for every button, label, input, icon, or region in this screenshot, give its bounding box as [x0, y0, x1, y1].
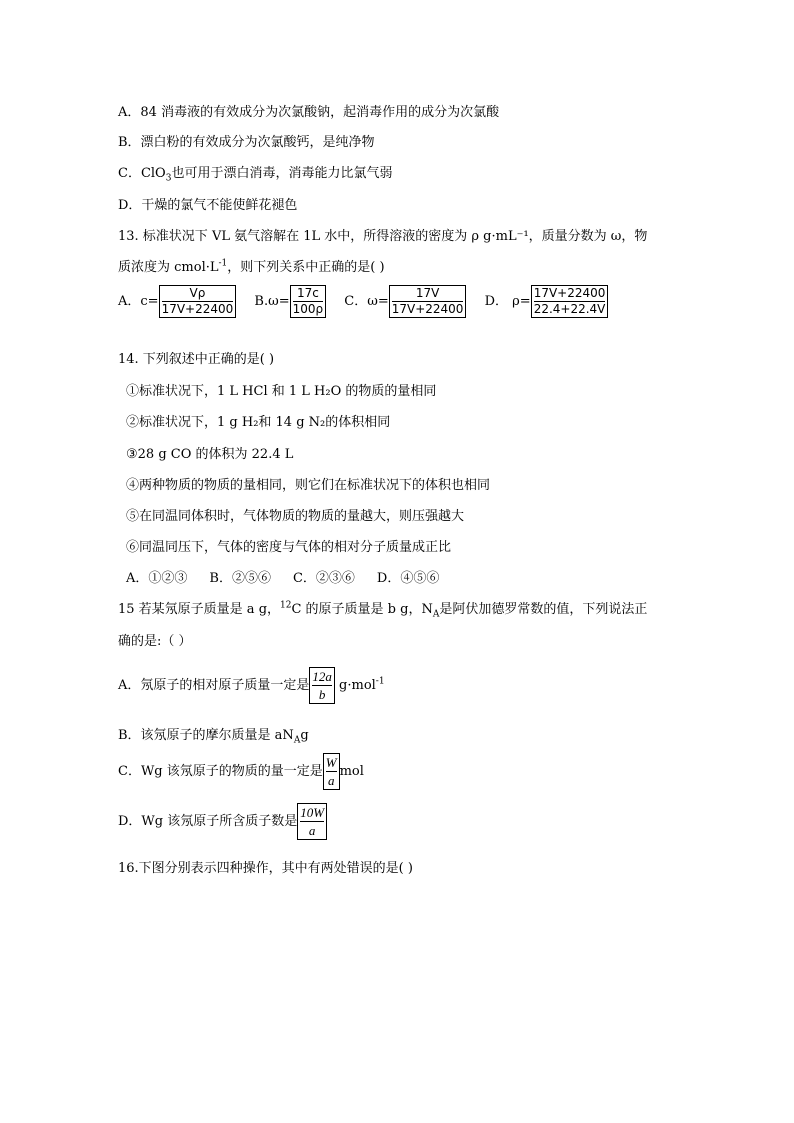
q14-statement-4: ④两种物质的物质的量相同，则它们在标准状况下的体积也相同 — [126, 478, 491, 493]
q13-d-label: D． ρ= — [484, 294, 531, 309]
q14-option-b: B．②⑤⑥ — [209, 571, 271, 586]
q12-c-post: 也可用于漂白消毒，消毒能力比氯气弱 — [171, 166, 393, 181]
q14-statement-2: ②标准状况下，1 g H₂和 14 g N₂的体积相同 — [126, 415, 391, 430]
q13-b-label: B.ω= — [254, 294, 290, 309]
q15-line1-sub: A — [432, 609, 440, 620]
q13-d-num: 17V+22400 — [533, 286, 606, 300]
q13-c-den: 17V+22400 — [391, 302, 464, 316]
q13-option-a — [118, 285, 236, 319]
q15-a-fraction — [309, 667, 335, 704]
q13-stem-line2 — [118, 259, 385, 277]
q14-statement-5: ⑤在同温同体积时，气体物质的物质的量越大，则压强越大 — [126, 509, 465, 524]
q15-line1-post: 是阿伏加德罗常数的值，下列说法正 — [439, 602, 648, 617]
q13-c-num: 17V — [392, 286, 464, 302]
q13-option-c — [344, 285, 466, 319]
q13-line2-pre: 质浓度为 cmol·L — [118, 260, 219, 275]
q13-option-d — [485, 285, 609, 319]
q12-c-sub: 3 — [165, 173, 172, 184]
q15-b-post: g — [300, 728, 309, 743]
q15-option-a — [118, 664, 385, 708]
q12-option-b: B．漂白粉的有效成分为次氯酸钙，是纯净物 — [118, 135, 375, 150]
q13-b-den: 100ρ — [292, 302, 324, 316]
q13-c-fraction — [389, 285, 467, 318]
q13-d-den: 22.4+22.4V — [533, 302, 606, 316]
q15-b-pre: B．该氖原子的摩尔质量是 aN — [118, 728, 294, 743]
q15-a-pre: A．氖原子的相对原子质量一定是 — [118, 678, 310, 693]
q14-option-c: C．②③⑥ — [292, 571, 355, 586]
q15-line1-mid: C 的原子质量是 b g，N — [291, 602, 433, 617]
q14-statement-1: ①标准状况下，1 L HCl 和 1 L H₂O 的物质的量相同 — [126, 384, 437, 399]
q15-d-pre: D．Wg 该氖原子所含质子数是 — [118, 814, 298, 829]
q13-d-fraction — [531, 285, 609, 318]
q13-line2-post: ，则下列关系中正确的是( ) — [227, 260, 385, 275]
q13-a-fraction — [159, 285, 237, 318]
q15-b-sub: A — [293, 735, 301, 746]
q15-option-c — [118, 750, 364, 794]
q13-options — [118, 285, 608, 319]
q15-a-unit-sup: -1 — [375, 676, 385, 687]
q13-b-num: 17c — [293, 286, 324, 302]
q15-d-fraction — [297, 803, 327, 840]
q15-a-num: 12a — [312, 669, 332, 684]
q15-a-den: b — [318, 687, 326, 702]
q14-stem: 14. 下列叙述中正确的是( ) — [118, 352, 275, 367]
q13-c-label: C．ω= — [344, 294, 389, 309]
q15-a-unit: g·mol — [339, 678, 376, 693]
q12-option-a: A．84 消毒液的有效成分为次氯酸钠，起消毒作用的成分为次氯酸 — [118, 105, 500, 120]
q15-d-den: a — [308, 823, 316, 838]
q14-statement-3: ③28 g CO 的体积为 22.4 L — [126, 447, 294, 462]
q15-c-pre: C．Wg 该氖原子的物质的量一定是 — [118, 764, 323, 779]
q13-a-num: Vρ — [162, 286, 234, 302]
q13-stem-line1: 13. 标准状况下 VL 氨气溶解在 1L 水中，所得溶液的密度为 ρ g·mL⁻¹，质量分数为 ω，物 — [118, 229, 648, 244]
q14-options — [126, 570, 439, 588]
q15-line1-pre: 15 若某氖原子质量是 a g， — [118, 602, 281, 617]
q14-statement-6: ⑥同温同压下，气体的密度与气体的相对分子质量成正比 — [126, 540, 452, 555]
q12-option-c — [118, 165, 392, 183]
q15-c-den: a — [327, 773, 335, 788]
q13-b-fraction — [290, 285, 327, 318]
q14-option-a: A．①②③ — [126, 571, 188, 586]
q15-c-fraction — [323, 753, 340, 790]
q15-stem-line2: 确的是:（ ） — [118, 634, 192, 649]
q15-stem-line1 — [118, 601, 647, 619]
q15-line1-sup: 12 — [280, 600, 292, 611]
q15-c-post: mol — [339, 764, 364, 779]
q13-line2-sup: -1 — [218, 258, 228, 269]
q13-option-b — [254, 285, 326, 319]
q12-c-pre: C．ClO — [118, 166, 166, 181]
q15-c-num: W — [325, 755, 337, 770]
q12-option-d: D．干燥的氯气不能使鲜花褪色 — [118, 198, 298, 213]
q16-stem: 16.下图分别表示四种操作，其中有两处错误的是( ) — [118, 861, 413, 876]
q14-option-d: D．④⑤⑥ — [376, 571, 440, 586]
q13-a-label: A．c= — [118, 294, 159, 309]
q15-option-b — [118, 727, 309, 745]
q13-a-den: 17V+22400 — [161, 302, 234, 316]
q15-option-d — [118, 800, 327, 844]
q15-d-num: 10W — [300, 805, 325, 820]
